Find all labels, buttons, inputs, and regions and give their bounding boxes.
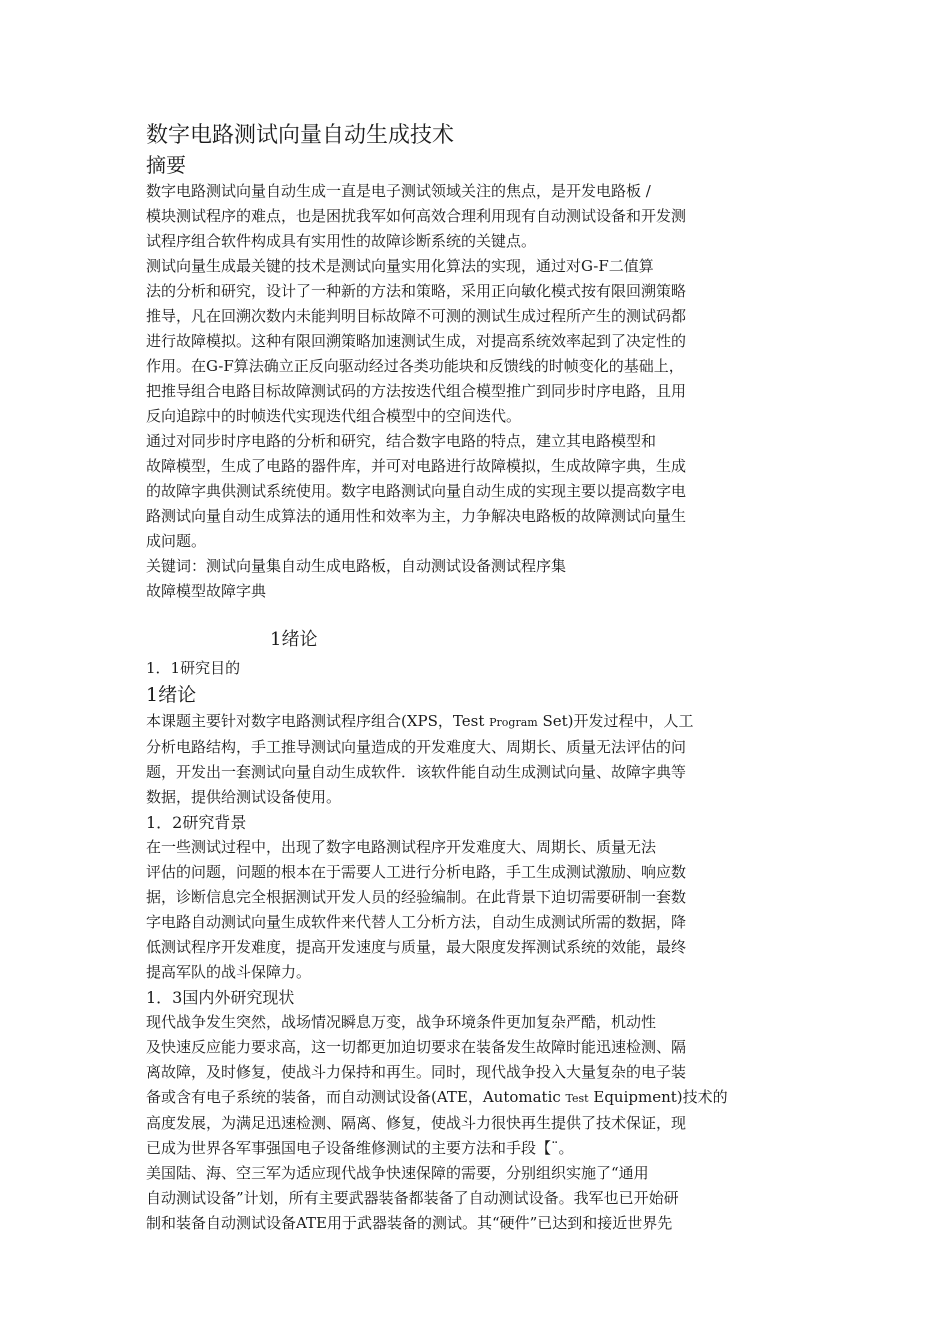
text-line: 推导，凡在回溯次数内未能判明目标故障不可测的测试生成过程所产生的测试码都: [146, 307, 687, 325]
text-span: Set)开发过程中，人工: [537, 712, 694, 730]
text-line: 成问题。: [146, 532, 207, 550]
text-line: 进行故障模拟。这种有限回溯策略加速测试生成，对提高系统效率起到了决定性的: [146, 332, 687, 350]
section-heading: 1．3国内外研究现状: [146, 988, 295, 1007]
text-line: 路测试向量自动生成算法的通用性和效率为主，力争解决电路板的故障测试向量生: [146, 507, 687, 525]
text-line: 通过对同步时序电路的分析和研究，结合数字电路的特点，建立其电路模型和: [146, 432, 657, 450]
chapter-heading-repeat: 1绪论: [146, 684, 197, 706]
text-line: 故障模型，生成了电路的器件库，并可对电路进行故障模拟，生成故障字典，生成: [146, 457, 687, 475]
text-line: 作用。在G-F算法确立正反向驱动经过各类功能块和反馈线的时帧变化的基础上，: [146, 357, 684, 375]
section-heading: 1．2研究背景: [146, 813, 247, 832]
text-span: 本课题主要针对数字电路测试程序组合(XPS，Test: [146, 712, 490, 730]
spacer: [146, 604, 766, 624]
document-title: 数字电路测试向量自动生成技术: [146, 123, 455, 148]
text-line: 及快速反应能力要求高，这一切都更加迫切要求在装备发生故障时能迅速检测、隔: [146, 1038, 687, 1056]
text-span-small: Test: [565, 1092, 589, 1105]
text-line: 自动测试设备”计划，所有主要武器装备都装备了自动测试设备。我军也已开始研: [146, 1189, 679, 1207]
text-line: 提高军队的战斗保障力。: [146, 963, 312, 981]
document-body: [146, 121, 766, 1236]
text-line: 评估的问题，问题的根本在于需要人工进行分析电路，手工生成测试激励、响应数: [146, 863, 687, 881]
text-line: 离故障，及时修复，使战斗力保持和再生。同时，现代战争投入大量复杂的电子装: [146, 1063, 687, 1081]
text-line: 美国陆、海、空三军为适应现代战争快速保障的需要，分别组织实施了“通用: [146, 1164, 649, 1182]
text-line: 试程序组合软件构成具有实用性的故障诊断系统的关键点。: [146, 232, 537, 250]
text-line: [146, 1085, 766, 1111]
text-line: 测试向量生成最关键的技术是测试向量实用化算法的实现，通过对G-F二值算: [146, 257, 654, 275]
text-line: 法的分析和研究，设计了一种新的方法和策略，采用正向敏化模式按有限回溯策略: [146, 282, 687, 300]
abstract-body: [146, 179, 766, 604]
intro-body: [146, 709, 766, 810]
text-line: 低测试程序开发难度，提高开发速度与质量，最大限度发挥测试系统的效能，最终: [146, 938, 687, 956]
text-line: 分析电路结构，手工推导测试向量造成的开发难度大、周期长、质量无法评估的问: [146, 738, 687, 756]
text-line: 数据，提供给测试设备使用。: [146, 788, 342, 806]
text-line: 据，诊断信息完全根据测试开发人员的经验编制。在此背景下迫切需要研制一套数: [146, 888, 687, 906]
keywords-line: 关键词：测试向量集自动生成电路板，自动测试设备测试程序集: [146, 557, 567, 575]
text-line: 把推导组合电路目标故障测试码的方法按迭代组合模型推广到同步时序电路，且用: [146, 382, 687, 400]
text-line: 已成为世界各军事强国电子设备维修测试的主要方法和手段【¨。: [146, 1139, 574, 1157]
text-line: 高度发展，为满足迅速检测、隔离、修复，使战斗力很快再生提供了技术保证，现: [146, 1114, 687, 1132]
abstract-heading: 摘要: [146, 153, 186, 177]
background-body: [146, 835, 766, 985]
text-line: 制和装备自动测试设备ATE用于武器装备的测试。其“硬件”已达到和接近世界先: [146, 1214, 673, 1232]
text-line: 题，开发出一套测试向量自动生成软件．该软件能自动生成测试向量、故障字典等: [146, 763, 687, 781]
text-line: 现代战争发生突然，战场情况瞬息万变，战争环境条件更加复杂严酷，机动性: [146, 1013, 657, 1031]
chapter-heading: 1绪论: [270, 629, 318, 650]
text-line: 反向追踪中的时帧迭代实现迭代组合模型中的空间迭代。: [146, 407, 522, 425]
text-span: 备或含有电子系统的装备，而自动测试设备(ATE，Automatic: [146, 1088, 566, 1106]
text-span-small: Program: [489, 716, 538, 729]
text-span: Equipment)技术的: [588, 1088, 728, 1106]
text-line: 的故障字典供测试系统使用。数字电路测试向量自动生成的实现主要以提高数字电: [146, 482, 687, 500]
text-line: 模块测试程序的难点，也是困扰我军如何高效合理利用现有自动测试设备和开发测: [146, 207, 687, 225]
text-line: 字电路自动测试向量生成软件来代替人工分析方法，自动生成测试所需的数据，降: [146, 913, 687, 931]
section-heading: 1．1研究目的: [146, 659, 241, 677]
keywords-line: 故障模型故障字典: [146, 582, 267, 600]
status-body: [146, 1010, 766, 1236]
text-line: 数字电路测试向量自动生成一直是电子测试领域关注的焦点，是开发电路板 /: [146, 182, 651, 200]
text-line: 在一些测试过程中，出现了数字电路测试程序开发难度大、周期长、质量无法: [146, 838, 657, 856]
text-line: [146, 709, 766, 735]
